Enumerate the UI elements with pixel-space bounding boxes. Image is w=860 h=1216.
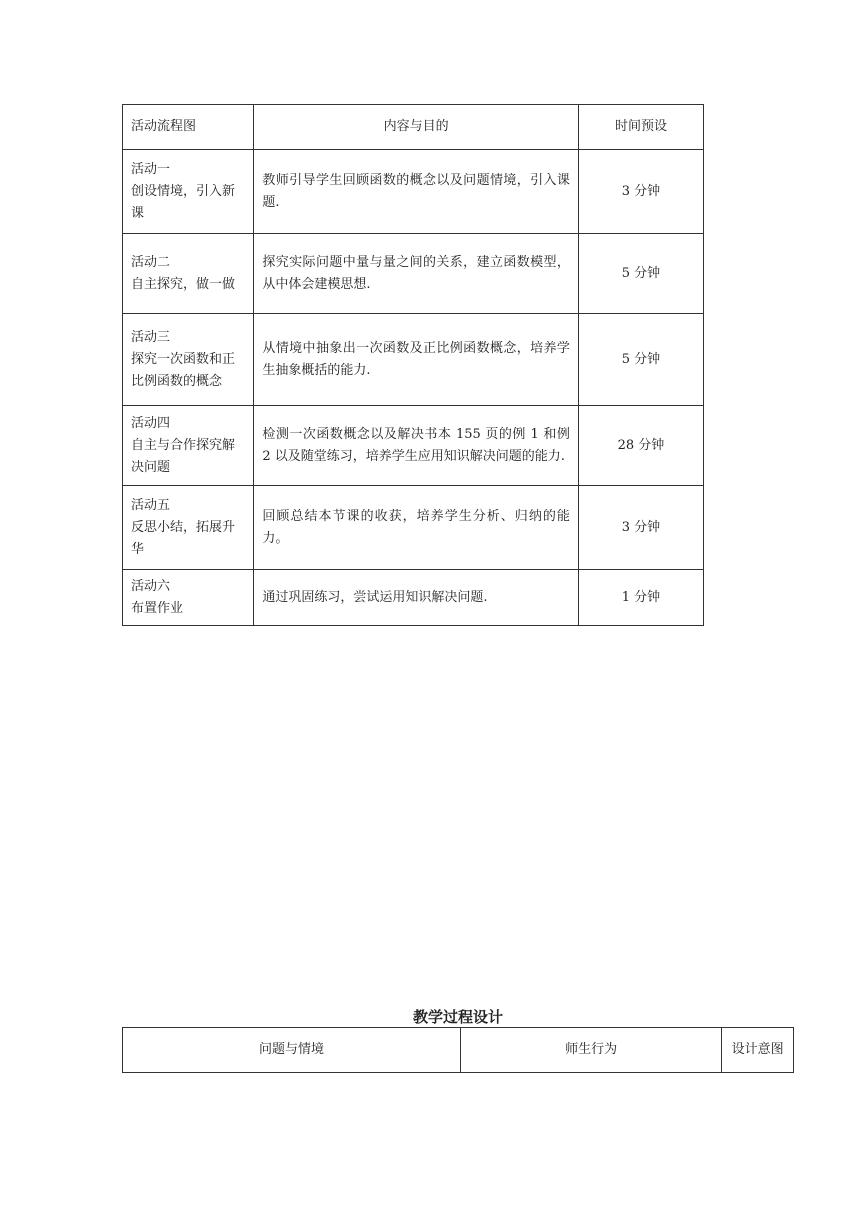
activity-desc: 自主探究，做一做 — [131, 276, 236, 292]
activity-time: 3 分钟 — [578, 486, 703, 570]
activity-flow-cell — [123, 486, 254, 570]
activity-name: 活动二 — [131, 254, 171, 270]
activity-content: 回顾总结本节课的收获，培养学生分析、归纳的能力。 — [254, 486, 578, 570]
table-row — [123, 486, 704, 570]
header-intent: 设计意图 — [722, 1028, 794, 1073]
header-problem: 问题与情境 — [123, 1028, 461, 1073]
activity-content: 通过巩固练习，尝试运用知识解决问题. — [254, 570, 578, 626]
activity-desc: 探究一次函数和正比例函数的概念 — [131, 351, 236, 389]
activity-name: 活动五 — [131, 497, 171, 513]
process-design-table — [122, 1027, 794, 1073]
activity-flow-cell — [123, 570, 254, 626]
header-behavior: 师生行为 — [461, 1028, 722, 1073]
activity-name: 活动三 — [131, 329, 171, 345]
activity-flow-cell — [123, 406, 254, 486]
activity-time: 3 分钟 — [578, 150, 703, 234]
table-header-row — [123, 105, 704, 150]
activity-desc: 反思小结，拓展升华 — [131, 519, 236, 557]
activity-flow-table — [122, 104, 704, 626]
activity-time: 5 分钟 — [578, 234, 703, 314]
activity-name: 活动一 — [131, 161, 171, 177]
activity-content: 从情境中抽象出一次函数及正比例函数概念，培养学生抽象概括的能力. — [254, 314, 578, 406]
activity-desc: 自主与合作探究解决问题 — [131, 437, 236, 475]
activity-desc: 创设情境，引入新课 — [131, 183, 236, 221]
table-row — [123, 234, 704, 314]
activity-flow-cell — [123, 234, 254, 314]
table-header-row — [123, 1028, 794, 1073]
section-title: 教学过程设计 — [412, 1008, 503, 1026]
activity-desc: 布置作业 — [131, 600, 184, 616]
header-content: 内容与目的 — [254, 105, 578, 150]
table-row — [123, 150, 704, 234]
activity-content: 检测一次函数概念以及解决书本 155 页的例 1 和例 2 以及随堂练习，培养学生应用知识解决问题的能力. — [254, 406, 578, 486]
activity-content: 探究实际问题中量与量之间的关系，建立函数模型，从中体会建模思想. — [254, 234, 578, 314]
activity-time: 28 分钟 — [578, 406, 703, 486]
table-row — [123, 406, 704, 486]
activity-time: 5 分钟 — [578, 314, 703, 406]
activity-time: 1 分钟 — [578, 570, 703, 626]
activity-name: 活动四 — [131, 415, 171, 431]
header-time: 时间预设 — [578, 105, 703, 150]
table-row — [123, 314, 704, 406]
activity-name: 活动六 — [131, 578, 171, 594]
table-row — [123, 570, 704, 626]
activity-content: 教师引导学生回顾函数的概念以及问题情境，引入课题. — [254, 150, 578, 234]
header-flow: 活动流程图 — [123, 105, 254, 150]
activity-flow-cell — [123, 150, 254, 234]
activity-flow-cell — [123, 314, 254, 406]
